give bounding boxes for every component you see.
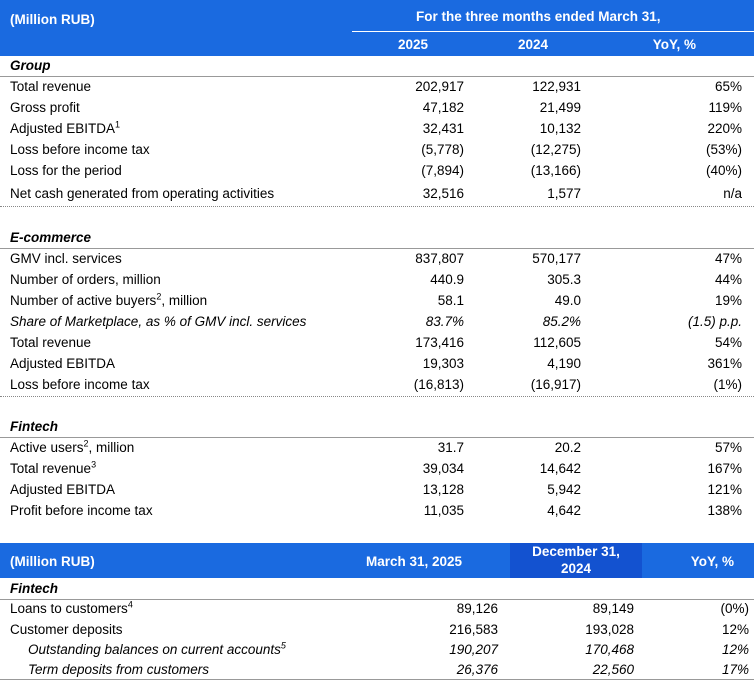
col-2025-header: 2025 xyxy=(397,37,428,52)
col-yoy-header: YoY, % xyxy=(652,37,696,52)
col-december-2024-header: December 31, 2024 xyxy=(510,543,642,578)
table1-unit: (Million RUB) xyxy=(10,12,95,27)
table-row: GMV incl. services 837,807 570,177 47% xyxy=(10,251,742,266)
table-row: Active users$^2$, million 31.7 20.2 57% xyxy=(10,438,742,455)
table-row: Number of orders, million 440.9 305.3 44% xyxy=(10,272,742,287)
ecommerce-section-title: E-commerce xyxy=(10,230,92,245)
divider xyxy=(0,206,754,207)
table-row: Gross profit 47,182 21,499 119% xyxy=(10,100,742,115)
footnote-marker: 5 xyxy=(280,640,286,651)
table-row: Total revenue 202,917 122,931 65% xyxy=(10,79,742,94)
table-row: Adjusted EBITDA 19,303 4,190 361% xyxy=(10,356,742,371)
table-row: Outstanding balances on current accounts$^5$ 190,207 170,468 12% xyxy=(28,640,749,657)
col-march-2025-header: March 31, 2025 xyxy=(366,554,463,569)
table-row: Number of active buyers$^2$, million 58.1 49.0 19% xyxy=(10,291,742,308)
table-row: Loss for the period (7,894) (13,166) (40%) xyxy=(10,163,742,178)
table-row: Adjusted EBITDA 13,128 5,942 121% xyxy=(10,482,742,497)
fintech-section-title: Fintech xyxy=(10,419,59,434)
table-row: Total revenue 173,416 112,605 54% xyxy=(10,335,742,350)
table-row: Profit before income tax 11,035 4,642 138% xyxy=(10,503,742,518)
table-row: Net cash generated from operating activities 32,516 1,577 n/a xyxy=(10,186,742,201)
footnote-marker: 2 xyxy=(83,438,89,449)
table-row: Customer deposits 216,583 193,028 12% xyxy=(10,622,749,637)
group-section-title: Group xyxy=(10,58,51,73)
footnote-marker: 2 xyxy=(156,291,162,302)
col-2024-header: 2024 xyxy=(517,37,548,52)
table-row: Total revenue$^3$ 39,034 14,642 167% xyxy=(10,459,742,476)
table1-period-title: For the three months ended March 31, xyxy=(416,9,661,24)
table-row: Share of Marketplace, as % of GMV incl. services 83.7% 85.2% (1.5) p.p. xyxy=(10,314,742,329)
header-divider xyxy=(352,31,754,32)
table-row: Term deposits from customers 26,376 22,560 17% xyxy=(28,662,749,677)
fintech-section-title-2: Fintech xyxy=(10,581,59,596)
table2-header xyxy=(0,543,754,578)
table2-unit: (Million RUB) xyxy=(10,554,95,569)
table-row: Loss before income tax (5,778) (12,275) (53%) xyxy=(10,142,742,157)
footnote-marker: 1 xyxy=(115,119,121,130)
footnote-marker: 3 xyxy=(91,459,97,470)
table-row: Loss before income tax (16,813) (16,917) (1%) xyxy=(10,377,742,392)
col-yoy-header-2: YoY, % xyxy=(690,554,734,569)
divider xyxy=(0,396,754,397)
table-row: Loans to customers$^4$ 89,126 89,149 (0%) xyxy=(10,599,749,616)
footnote-marker: 4 xyxy=(127,599,133,610)
table-row: Adjusted EBITDA$^1$ 32,431 10,132 220% xyxy=(10,119,742,136)
table1-header xyxy=(0,0,754,56)
